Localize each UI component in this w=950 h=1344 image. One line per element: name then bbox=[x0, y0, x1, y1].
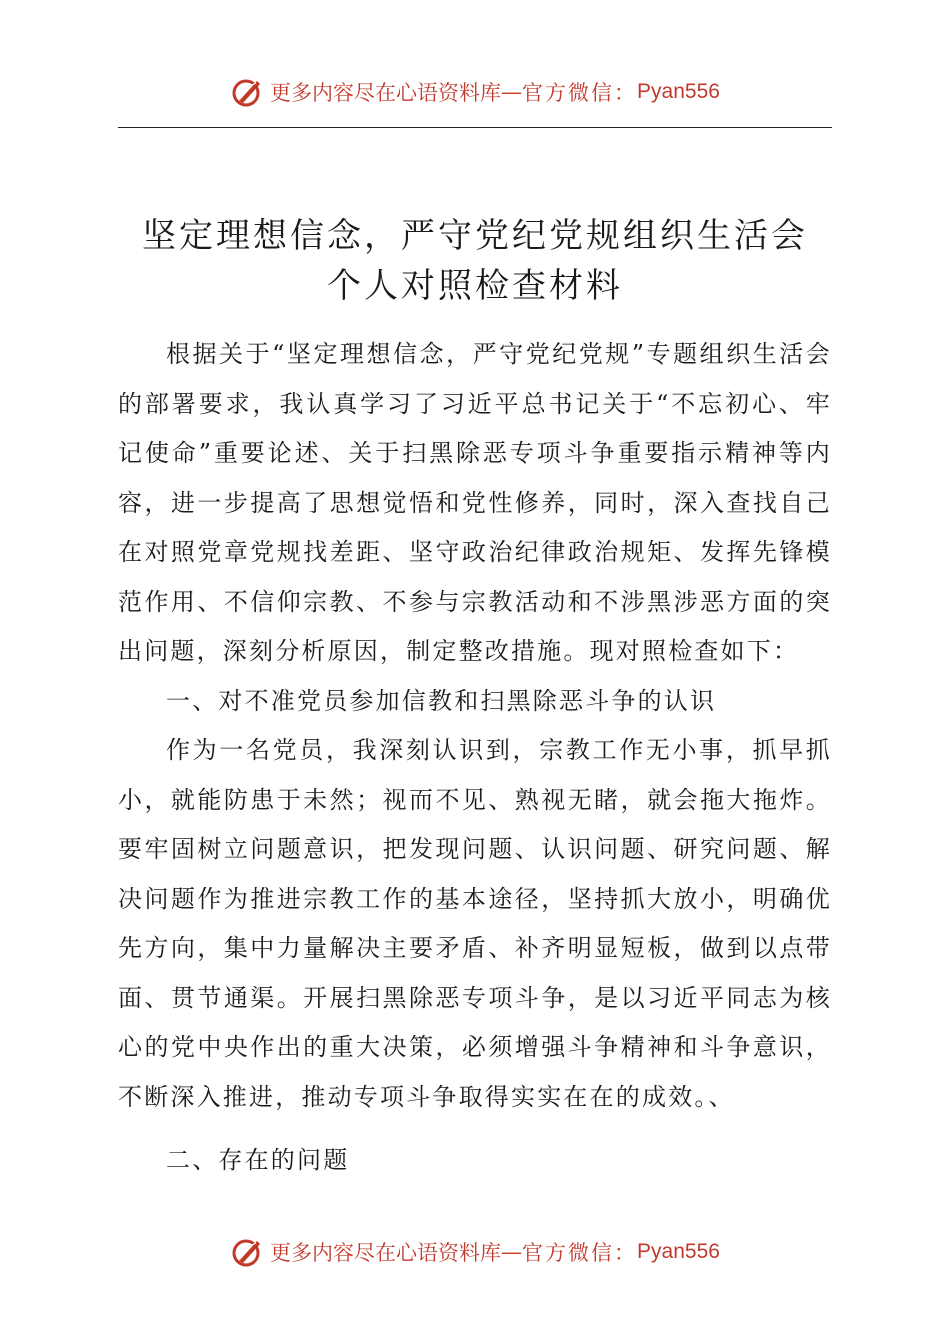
document-body bbox=[118, 330, 832, 1186]
banner-brand-text: 更多内容尽在心语资料库 bbox=[270, 1241, 502, 1265]
header-divider bbox=[118, 127, 832, 128]
document-title-line2: 个人对照检查材料 bbox=[327, 266, 623, 306]
banner-wechat-label: 官方微信： bbox=[522, 81, 638, 105]
banner-wechat-id: Pyan556 bbox=[637, 1240, 720, 1263]
footer-banner bbox=[0, 1232, 950, 1272]
document-title-line1: 坚定理想信念，严守党纪党规组织生活会 bbox=[142, 216, 808, 256]
paragraph-section-1: 作为一名党员，我深刻认识到，宗教工作无小事，抓早抓小，就能防患于未然；视而不见、熟视无睹，就会拖大拖炸。要牢固树立问题意识，把发现问题、认识问题、研究问题、解决问题作为推进宗教工作的基本途径，坚持抓大放小，明确优先方向，集中力量解决主要矛盾、补齐明显短板，做到以点带面、贯节通渠。开展扫黑除恶专项斗争，是以习近平同志为核心的党中央作出的重大决策，必须增强斗争精神和斗争意识，不断深入推进，推动专项斗争取得实实在在的成效。、 bbox=[118, 736, 832, 1111]
banner-wechat-id: Pyan556 bbox=[637, 80, 720, 103]
quill-logo-icon bbox=[230, 1235, 264, 1269]
section-heading-1: 一、对不准党员参加信教和扫黑除恶斗争的认识 bbox=[166, 686, 717, 715]
banner-wechat-label: 官方微信： bbox=[522, 1241, 638, 1265]
banner-dash: — bbox=[501, 80, 523, 104]
banner-brand-text: 更多内容尽在心语资料库 bbox=[270, 81, 502, 105]
paragraph-intro: 根据关于“坚定理想信念，严守党纪党规”专题组织生活会的部署要求，我认真学习了习近平总书记关于“不忘初心、牢记使命”重要论述、关于扫黑除恶专项斗争重要指示精神等内容，进一步提高了思想觉悟和党性修养，同时，深入查找自己在对照党章党规找差距、坚守政治纪律政治规矩、发挥先锋模范作用、不信仰宗教、不参与宗教活动和不涉黑涉恶方面的突出问题，深刻分析原因，制定整改措施。现对照检查如下： bbox=[118, 340, 832, 665]
banner-dash: — bbox=[501, 1240, 523, 1264]
header-banner bbox=[0, 72, 950, 112]
quill-logo-icon bbox=[230, 75, 264, 109]
section-heading-2: 二、存在的问题 bbox=[166, 1146, 350, 1174]
